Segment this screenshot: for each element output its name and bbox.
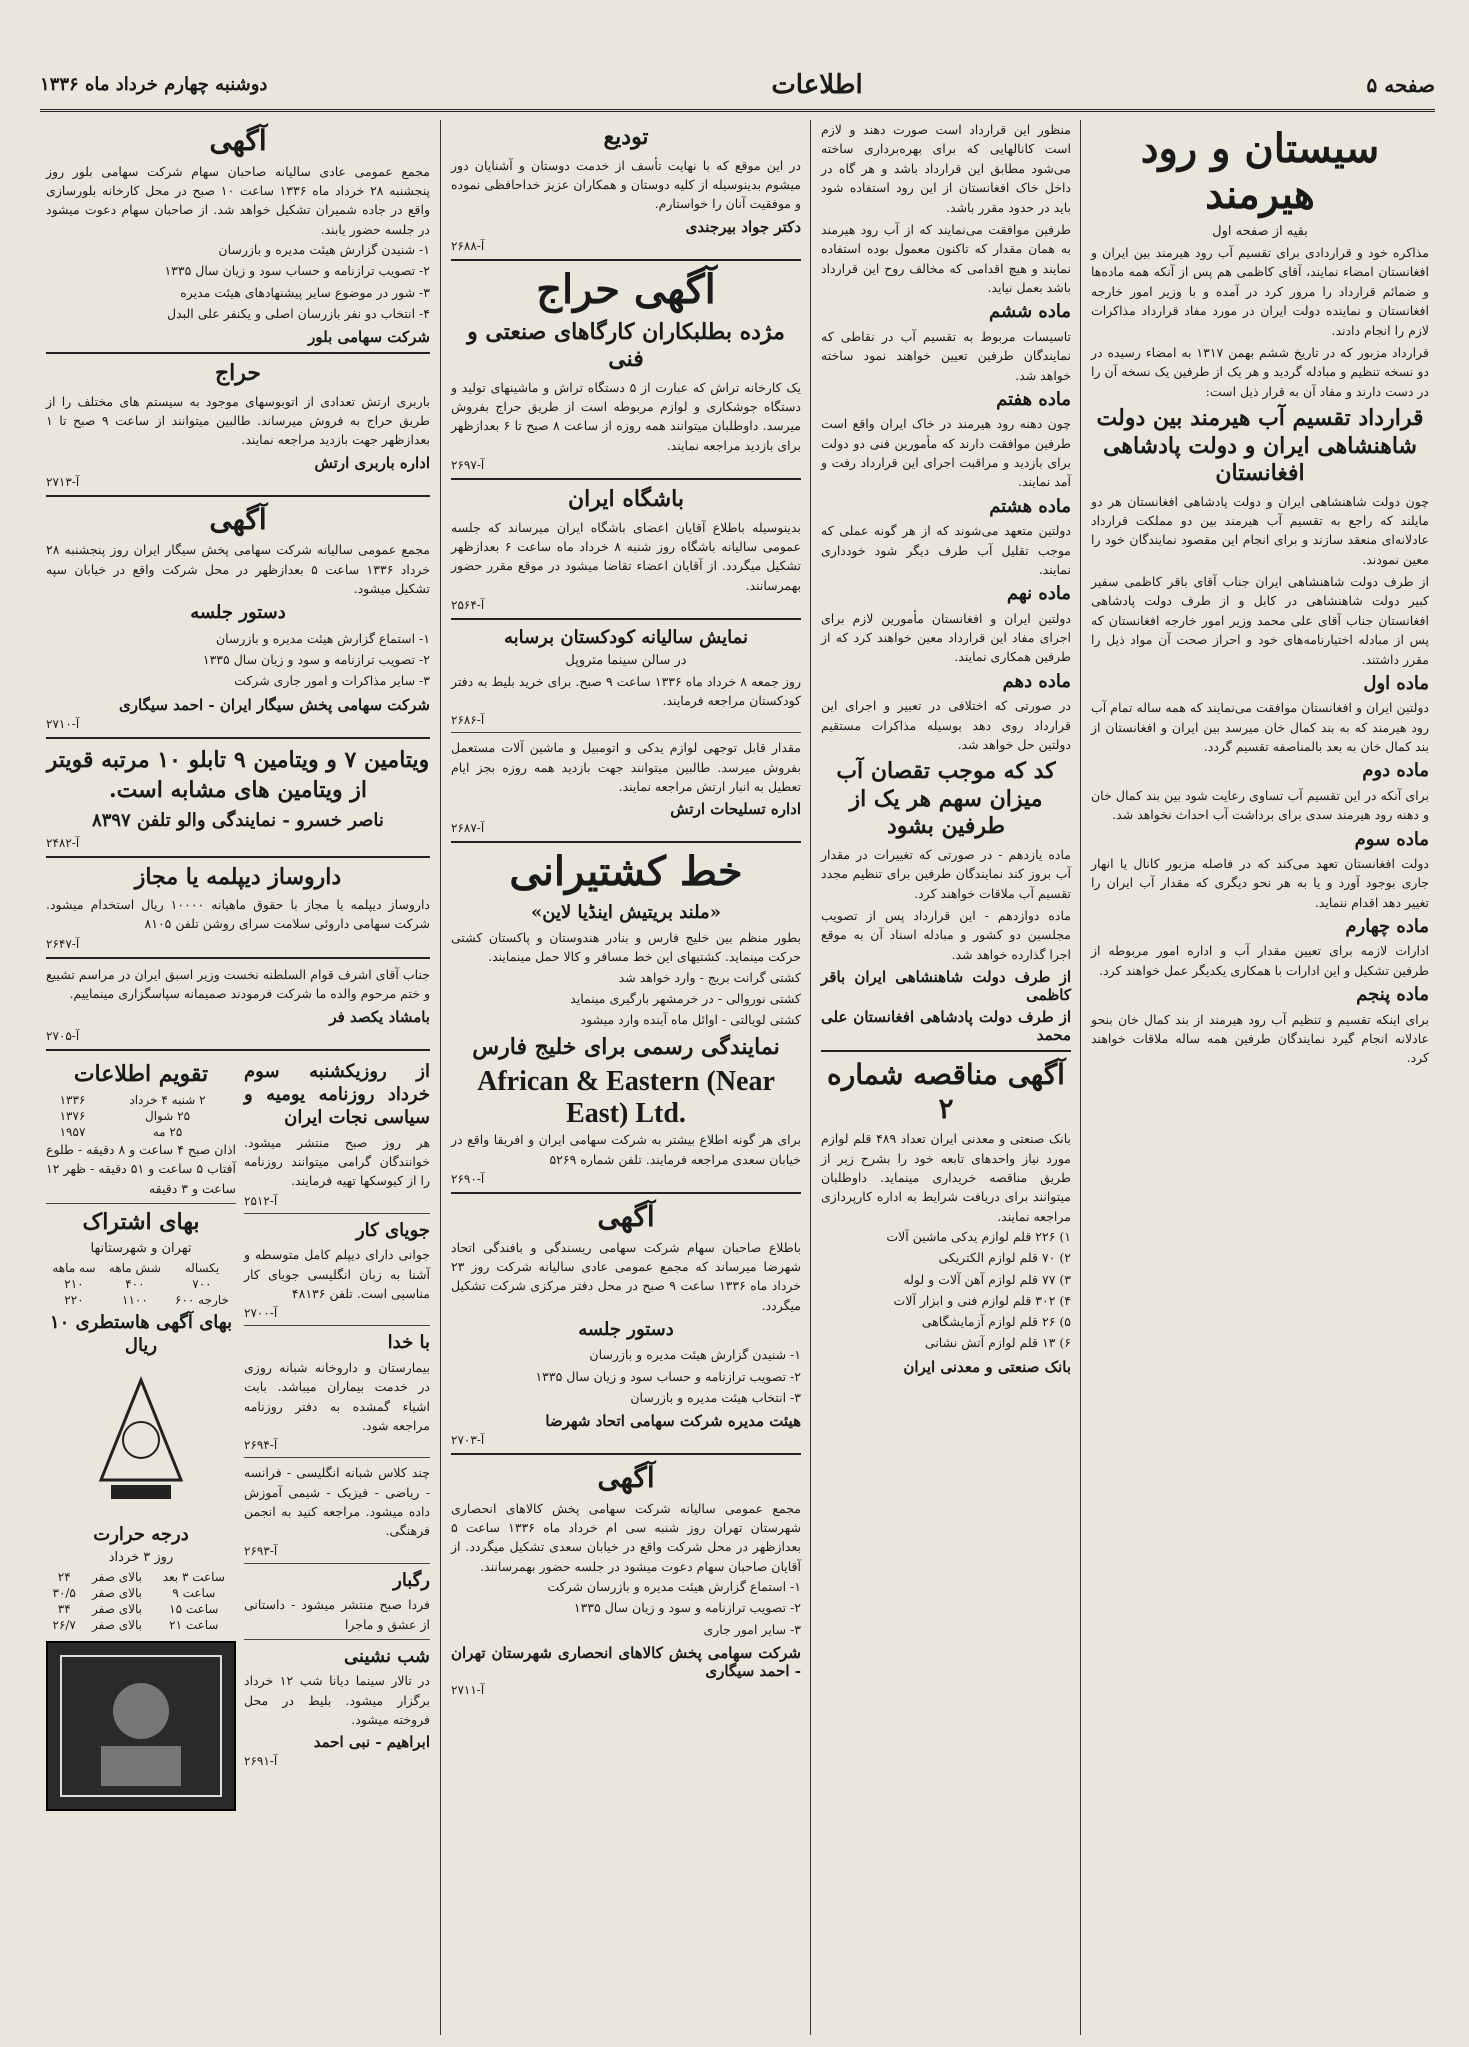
- divider: [244, 1457, 430, 1458]
- divider: [451, 478, 801, 480]
- signature: از طرف دولت شاهنشاهی ایران باقر کاظمی: [821, 968, 1071, 1005]
- divider: [46, 1049, 430, 1051]
- table-cell: ۱۳۳۶: [59, 1093, 86, 1108]
- pharmacist-title: داروساز دیپلمه یا مجاز: [134, 863, 342, 890]
- calendar-times: اذان صبح ۴ ساعت و ۸ دقیقه - طلوع آفتاب ۵ ساعت و ۵۱ دقیقه - ظهر ۱۲ ساعت و ۳ دقیقه: [45, 1142, 236, 1196]
- subscription-title: بهای اشتراک: [82, 1209, 200, 1236]
- signature: بانک صنعتی و معدنی ایران: [903, 1357, 1071, 1376]
- list-item: ۴- انتخاب دو نفر بازرسان اصلی و یکنفر علی البدل: [167, 305, 430, 321]
- hospital-text: بیمارستان و داروخانه شبانه روزی در خدمت بیماران میباشد. بابت اشیاء گمشده به دفتر روزنامه مراجعه شود.: [244, 1359, 430, 1433]
- table-cell: ۲۲۰: [64, 1292, 84, 1307]
- temperature-table: [46, 1569, 236, 1633]
- article-text: ادارات لازمه برای تعیین مقدار آب و اداره امور مربوطه از طرفین تشکیل و این ادارات با همکاری یکدیگر عمل خواهند کرد.: [1091, 943, 1429, 978]
- headline: سیستان و رود هیرمند: [1140, 125, 1380, 218]
- list-item: ۱- استماع گزارش هیئت مدیره و بازرسان: [215, 630, 430, 646]
- list-item: ۲- تصویب ترازنامه و سود و زیان سال ۱۳۳۵: [202, 652, 430, 668]
- article-title: ماده ششم: [989, 301, 1071, 323]
- divider: [821, 1050, 1071, 1052]
- two-column-block: [46, 1057, 430, 1819]
- list-item: ۲- تصویب ترازنامه و حساب سود و زیان سال ۱۳۳۵: [164, 263, 430, 279]
- article-title: ماده سوم: [1354, 828, 1429, 850]
- divider: [451, 618, 801, 620]
- notice-signature: شرکت سهامی پخش کالاهای انحصاری شهرستان تهران - احمد سیگاری: [451, 1643, 801, 1680]
- table-cell: یکساله: [184, 1260, 220, 1275]
- exhibit-subtitle: در سالن سینما متروپل: [565, 652, 687, 668]
- newspaper-title: اطلاعات: [771, 69, 863, 100]
- ad-code: آ-۲۷۱۰: [46, 716, 80, 731]
- ad-text: مجمع عمومی عادی سالیانه صاحبان سهام شرکت سهامی بلور روز پنجشنبه ۲۸ خرداد ماه ۱۳۳۶ ساعت ۱۰ صبح در محل کارخانه بلورسازی واقع در جاده شمیران تشکیل خواهد شد. از صاحبان سهام دعوت میشود در جلسه حضور یابند.: [46, 163, 430, 237]
- thanks-signature: بامشاد یکصد فر: [329, 1007, 430, 1026]
- list-item: ۳) ۷۷ قلم لوازم آهن آلات و لوله: [903, 1271, 1071, 1287]
- night-text: در تالار سینما دیانا شب ۱۲ خرداد برگزار میشود. بلیط در محل فروخته میشود.: [244, 1673, 431, 1728]
- column-ads-center: [445, 120, 807, 2035]
- table-cell: ۲ شنبه ۴ خرداد: [129, 1093, 206, 1108]
- shipping-subtitle: «ملند بریتیش اینڈیا لاین»: [531, 902, 721, 924]
- table-cell: ساعت ۱۵: [169, 1601, 219, 1616]
- signature: از طرف دولت پادشاهی افغانستان علی محمد: [821, 1008, 1071, 1045]
- list-item: ۱) ۲۲۶ قلم لوازم یدکی ماشین آلات: [886, 1229, 1071, 1245]
- list-item: ۱- استماع گزارش هیئت مدیره و بازرسان شرکت: [547, 1579, 801, 1595]
- agenda-list: [451, 1576, 801, 1640]
- tender-text: بانک صنعتی و معدنی ایران تعداد ۴۸۹ قلم لوازم مورد نیاز واحدهای تابعه خود را بشرح زیر از طریق مناقصه خریداری مینماید. داوطلبان میتوانند برای دریافت شرایط به اداره کارپردازی مراجعه نمایند.: [821, 1131, 1071, 1224]
- agenda-list: [451, 1344, 801, 1408]
- article-body: [1091, 243, 1429, 401]
- table-row: [46, 1276, 236, 1292]
- ad-code: آ-۲۶۸۷: [451, 821, 485, 836]
- table-cell: ۴۰۰: [125, 1276, 145, 1291]
- column-treaty-continued: [815, 120, 1077, 2035]
- list-item: ۶) ۱۳ قلم لوازم آتش نشانی: [924, 1335, 1071, 1351]
- article-title: ماده هفتم: [996, 388, 1071, 410]
- list-item: ۴) ۳۰۲ قلم لوازم فنی و ابزار آلات: [893, 1292, 1071, 1308]
- notice-signature: هیئت مدیره شرکت سهامی اتحاد شهرضا: [545, 1412, 801, 1431]
- list-item: کشتی لویالتی - اوائل ماه آینده وارد میشود: [580, 1012, 801, 1028]
- list-item: ۵) ۲۶ قلم لوازم آزمایشگاهی: [921, 1314, 1071, 1330]
- publication-title: از روزیکشنبه سوم خرداد روزنامه یومیه و سیاسی نجات ایران: [244, 1060, 430, 1129]
- classes-text: چند کلاس شبانه انگلیسی - فرانسه - ریاضی - فیزیک - شیمی آموزش داده میشود. مراجعه کنید به انجمن فرهنگی.: [244, 1465, 430, 1539]
- rain-text: فردا صبح منتشر میشود - داستانی از عشق و ماجرا: [244, 1597, 430, 1632]
- army-ad-text: مقدار قابل توجهی لوازم یدکی و اتومبیل و ماشین آلات مستعمل بفروش میرسد. طالبین میتوانند جهت بازدید همه روزه بجز ایام تعطیل به انبار ارتش مراجعه نمایند.: [451, 740, 801, 795]
- agenda-list: [46, 239, 430, 324]
- advertisement-image: [46, 1641, 236, 1811]
- subscription-subtitle: تهران و شهرستانها: [90, 1240, 192, 1256]
- article-text: چون دهنه رود هیرمند در خاک ایران واقع است طرفین موافقت دارند که مأمورین فنی دو دولت برای بازدید و مراقبت اجرای این قرارداد رفت و آمد نمایند.: [821, 416, 1071, 490]
- ad-code: آ-۲۶۴۷: [46, 936, 80, 951]
- divider: [244, 1325, 430, 1326]
- ad-code: آ-۲۶۹۰: [451, 1171, 485, 1186]
- army-ad-signature: اداره تسلیحات ارتش: [670, 800, 801, 819]
- article-title: ماده نهم: [1006, 583, 1071, 605]
- ad-title: آگهی: [209, 502, 267, 536]
- auction-title: آگهی حراج: [536, 265, 716, 313]
- table-cell: شش ماهه: [108, 1260, 161, 1275]
- article-text: برای آنکه در این تقسیم آب تساوی رعایت شود بین بند کمال خان و دهنه رود هیرمند سدی برای برداشت آب احداث نخواهد شد.: [1091, 787, 1429, 823]
- article-text: دولتین ایران و افغانستان مأمورین لازم برای اجرای مفاد این قرارداد معین خواهند کرد که از طرفین همکاری نمایند.: [821, 610, 1071, 665]
- table-cell: ۱۱۰۰: [122, 1292, 148, 1307]
- page-number: صفحه ۵: [1366, 72, 1435, 97]
- list-item: ۲- تصویب ترازنامه و حساب سود و زیان سال ۱۳۳۵: [535, 1368, 801, 1384]
- emblem-icon: [91, 1370, 191, 1510]
- table-row: [46, 1292, 236, 1308]
- auction-text: یک کارخانه تراش که عبارت از ۵ دستگاه تراش و ماشینهای تولید و دستگاه جوشکاری و لوازم مربوطه است از طریق حراج بفروش میرسد. داوطلبان میتوانند همه روزه از ساعت ۸ صبح تا ۶ بعدازظهر برای بازدید مراجعه نمایند.: [451, 379, 801, 453]
- table-row: [46, 1108, 236, 1124]
- job-title: جویای کار: [355, 1219, 430, 1241]
- table-cell: ۲۵ مه: [152, 1125, 183, 1140]
- shipping-text: بطور منظم بین خلیج فارس و بنادر هندوستان و پاکستان کشتی حرکت مینماید. کشتیهای این خط مسافر و کالا حمل مینمایند.: [451, 929, 801, 965]
- article-body: [821, 845, 1071, 964]
- divider: [46, 495, 430, 497]
- ad-code: آ-۲۵۶۴: [451, 598, 485, 613]
- ad-code: آ-۲۶۹۷: [451, 458, 485, 473]
- ad-code: آ-۲۶۸۸: [451, 238, 485, 253]
- column-treaty: [1085, 120, 1435, 2035]
- exhibit-title: نمایش سالیانه کودکستان برسابه: [503, 627, 749, 649]
- article-list: [1091, 672, 1429, 1068]
- boxed-subhead: کد که موجب تقصان آب میزان سهم هر یک از طرفین بشود: [836, 758, 1056, 840]
- column-rule: [1080, 120, 1081, 2035]
- paragraph: طرفین موافقت می‌نمایند که از آب رود هیرمند به همان مقدار که تاکنون معمول بوده استفاده نمایند و هیچ اقدامی که مخالف روح این قرارداد باشد بعمل نیاید.: [821, 221, 1071, 295]
- agenda-title: دستور جلسه: [190, 602, 286, 624]
- agenda-title: دستور جلسه: [578, 1319, 674, 1340]
- club-title: باشگاه ایران: [568, 486, 684, 513]
- notice-text: باطلاع صاحبان سهام شرکت سهامی ریسندگی و بافندگی اتحاد شهرضا میرساند که مجمع عمومی عادی سالیانه شرکت روز ۲۳ خرداد ماه ۱۳۳۶ ساعت ۹ صبح در محل دفتر مرکزی شرکت تشکیل میگردد.: [451, 1239, 802, 1313]
- temperature-subtitle: روز ۳ خرداد: [108, 1549, 174, 1565]
- table-row: [46, 1569, 236, 1585]
- column-rule: [810, 120, 811, 2035]
- table-cell: ۳۴: [57, 1601, 71, 1616]
- shipping-title: خط کشتیرانی: [509, 848, 743, 896]
- divider: [451, 732, 801, 733]
- thanks-text: جناب آقای اشرف قوام السلطنه نخست وزیر اسبق ایران در مراسم تشییع و ختم مرحوم والده ما شرکت فرمودند صمیمانه سپاسگزاری مینماییم.: [46, 966, 430, 1002]
- auction-signature: اداره باربری ارتش: [314, 453, 430, 472]
- auction-text: باربری ارتش تعدادی از اتوبوسهای موجود به سیستم های مختلف را از طریق حراج به فروش میرساند. طالبین میتوانند از ساعت ۹ صبح تا ۱ بعدازظهر جهت بازدید مراجعه نمایند.: [46, 393, 430, 448]
- ad-signature: شرکت سهامی بلور: [308, 328, 430, 347]
- table-row: [46, 1601, 236, 1617]
- article-body: [821, 120, 1071, 297]
- ad-price: بهای آگهی هاستطری ۱۰ ریال: [49, 1311, 233, 1357]
- calendar-table: [46, 1092, 236, 1140]
- subscription-table: [46, 1260, 236, 1308]
- vitamin-agent: ناصر خسرو - نمایندگی والو تلفن ۸۳۹۷: [92, 810, 384, 832]
- table-cell: سه ماهه: [52, 1260, 96, 1275]
- notice-text: مجمع عمومی سالیانه شرکت سهامی پخش کالاهای انحصاری شهرستان تهران روز شنبه سی ام خرداد ماه ۱۳۳۶ ساعت ۵ بعدازظهر در محل شرکت واقع در خیابان سعدی تشکیل میگردد. از آقایان صاحبان سهام دعوت میشود در جلسه حضور بهمرسانند.: [451, 1500, 801, 1574]
- ad-text: مجمع عمومی سالیانه شرکت سهامی پخش سیگار ایران روز پنجشنبه ۲۸ خرداد ۱۳۳۶ ساعت ۵ بعدازظهر در محل شرکت واقع در خیابان سپه تشکیل میشود.: [46, 542, 431, 597]
- table-cell: بالای صفر: [92, 1601, 142, 1616]
- table-cell: ۲۵ شوال: [145, 1109, 191, 1124]
- article-title: ماده پنجم: [1356, 984, 1429, 1006]
- ad-code: آ-۲۵۱۲: [244, 1193, 278, 1208]
- table-row: [46, 1617, 236, 1633]
- divider: [46, 1203, 236, 1204]
- table-row: [46, 1260, 236, 1276]
- list-item: ۲- تصویب ترازنامه و سود و زیان سال ۱۳۳۵: [573, 1600, 801, 1616]
- night-signature: ابراهیم - نبی احمد: [313, 1733, 430, 1752]
- list-item: ۳- انتخاب هیئت مدیره و بازرسان: [630, 1389, 801, 1405]
- table-cell: بالای صفر: [92, 1585, 142, 1600]
- table-cell: ساعت ۹: [172, 1585, 216, 1600]
- tender-title: آگهی مناقصه شماره ۲: [827, 1058, 1065, 1125]
- notice-title: آگهی: [597, 1199, 655, 1233]
- article-list: [821, 300, 1071, 754]
- article-text: دولت افغانستان تعهد می‌کند که در فاصله مزبور کانال یا انهار جاری بوجود آورد و یا به هر نحو دیگری که مقدار آب ایران را تغییر دهد اقدام ننماید.: [1091, 855, 1429, 910]
- paragraph: ماده یازدهم - در صورتی که تغییرات در مقدار آب بروز کند نمایندگان طرفین برای تنظیم مجدد تقسیم آب ملاقات خواهند کرد.: [821, 846, 1071, 901]
- rain-title: رگبار: [393, 1569, 430, 1591]
- ad-signature: شرکت سهامی پخش سیگار ایران - احمد سیگاری: [119, 695, 430, 714]
- list-item: کشتی گرانت بریج - وارد خواهد شد: [618, 969, 801, 985]
- list-item: ۲) ۷۰ قلم لوازم الکتریکی: [938, 1250, 1071, 1266]
- column-rule: [440, 120, 441, 2035]
- article-title: ماده چهارم: [1345, 916, 1429, 938]
- masthead: [40, 60, 1435, 112]
- pharmacist-text: داروساز دیپلمه یا مجاز با حقوق ماهیانه ۱۰۰۰۰ ریال استخدام میشود. شرکت سهامی داروئی سلامت سرای روشن تلفن ۸۱۰۵: [46, 897, 430, 932]
- list-item: ۱- شنیدن گزارش هیئت مدیره و بازرسان: [218, 242, 430, 258]
- continued-note: بقیه از صفحه اول: [1212, 224, 1308, 239]
- farewell-title: تودیع: [603, 124, 649, 150]
- article-text: تاسیسات مربوط به تقسیم آب در نقاطی که نمایندگان طرفین تعیین خواهند نمود ساخته خواهد شد.: [821, 328, 1071, 383]
- list-item: ۱- شنیدن گزارش هیئت مدیره و بازرسان: [589, 1347, 801, 1363]
- table-row: [46, 1585, 236, 1601]
- article-title: ماده دهم: [1002, 670, 1071, 692]
- agenda-list: [46, 628, 430, 692]
- ad-code: آ-۲۷۰۵: [46, 1028, 80, 1043]
- divider: [244, 1563, 430, 1564]
- paragraph: چون دولت شاهنشاهی ایران و دولت پادشاهی افغانستان هر دو مایلند که راجع به تقسیم آب هیرمند بین دو مملکت قرارداد عادلانه‌ای منعقد سازند و برای انجام این مقصود نمایندگان خود را معین نمودند.: [1091, 493, 1429, 567]
- ad-code: آ-۲۷۱۱: [451, 1682, 485, 1697]
- table-row: [46, 1124, 236, 1140]
- divider: [451, 1192, 801, 1194]
- paragraph: ماده دوازدهم - این قرارداد پس از تصویب مجلسین دو کشور و مبادله اسناد آن به موقع اجرا گذارده خواهد شد.: [821, 907, 1071, 962]
- farewell-signature: دکتر جواد بیرجندی: [685, 217, 801, 236]
- shipping-list: [451, 967, 801, 1031]
- article-text: دولتین ایران و افغانستان موافقت می‌نمایند که همه ساله تمام آب رود هیرمند که به بند کمال خان میرسد بین ایران و افغانستان از بند کمال خان به بعد بالمناصفه تقسیم گردد.: [1091, 700, 1429, 755]
- divider: [46, 957, 430, 959]
- article-title: ماده دوم: [1362, 760, 1429, 782]
- job-text: جوانی دارای دیپلم کامل متوسطه و آشنا به زبان انگلیسی جویای کار مناسبی است. تلفن ۴۸۱۳۶: [244, 1247, 430, 1301]
- agent-title: نمایندگی رسمی برای خلیج فارس: [472, 1034, 780, 1061]
- table-cell: خارجه ۶۰۰: [175, 1292, 229, 1307]
- ad-code: آ-۲۶۸۶: [451, 713, 485, 728]
- divider: [46, 737, 430, 739]
- ad-code: آ-۲۶۹۱: [244, 1754, 278, 1769]
- divider: [244, 1639, 430, 1640]
- column-ads-left: [40, 120, 436, 2035]
- table-cell: بالای صفر: [92, 1617, 142, 1632]
- right-subcolumn: [244, 1057, 430, 1819]
- ad-title: آگهی: [209, 124, 267, 157]
- paragraph: منظور این قرارداد است صورت دهند و لازم است کانالهایی که برای بهره‌برداری ساخته می‌شود مطابق این قرارداد باشد و هر گاه در داخل خاک افغانستان از این رود استفاده شود باید در حدود مقرر باشد.: [821, 122, 1071, 215]
- divider: [46, 856, 430, 858]
- table-cell: ۲۴: [57, 1569, 71, 1584]
- notice-title: آگهی: [597, 1461, 655, 1495]
- agent-company: African & Eastern (Near East) Ltd.: [477, 1065, 775, 1129]
- table-cell: بالای صفر: [92, 1569, 142, 1584]
- table-cell: ساعت ۳ بعد: [162, 1569, 225, 1584]
- article-title: ماده هشتم: [989, 495, 1071, 517]
- divider: [46, 352, 430, 354]
- table-cell: ۳۰/۵: [52, 1585, 76, 1600]
- farewell-text: در این موقع که با نهایت تأسف از خدمت دوستان و آشنایان دور میشوم بدینوسیله از کلیه دوستان و همکاران عزیز خداحافظی نموده و موفقیت آنان را خواستارم.: [451, 157, 801, 212]
- ad-code: آ-۲۷۰۳: [451, 1433, 485, 1448]
- ad-code: آ-۲۶۹۳: [244, 1543, 278, 1558]
- issue-date: دوشنبه چهارم خرداد ماه ۱۳۳۶: [40, 74, 268, 95]
- table-cell: ۷۰۰: [192, 1276, 212, 1291]
- ad-code: آ-۲۷۱۳: [46, 474, 80, 489]
- table-cell: ۱۳۷۶: [59, 1109, 86, 1124]
- divider: [451, 259, 801, 261]
- agent-text: برای هر گونه اطلاع بیشتر به شرکت سهامی ایران و افریقا واقع در خیابان سعدی مراجعه فرمایند. تلفن شماره ۵۲۶۹: [451, 1132, 801, 1167]
- article-title: ماده اول: [1363, 672, 1429, 694]
- list-item: کشتی نوروالی - در خرمشهر بارگیری مینماید: [570, 990, 801, 1006]
- table-cell: ۲۱۰: [64, 1276, 84, 1291]
- ad-code: آ-۲۴۸۲: [46, 835, 80, 850]
- auction-title: حراج: [214, 360, 262, 387]
- temperature-title: درجه حرارت: [93, 1524, 189, 1546]
- exhibit-text: روز جمعه ۸ خرداد ماه ۱۳۳۶ ساعت ۹ صبح. برای خرید بلیط به دفتر کودکستان مراجعه فرمایند.: [451, 673, 801, 708]
- night-title: شب نشینی: [344, 1645, 430, 1667]
- ad-code: آ-۲۶۹۴: [244, 1438, 278, 1453]
- article-text: برای اینکه تقسیم و تنظیم آب رود هیرمند از بند کمال خان بنحو عادلانه انجام گیرد نمایندگان طرفین همه ساله ملاقات خواهند کرد.: [1091, 1011, 1429, 1066]
- tender-items: [821, 1226, 1071, 1354]
- divider: [244, 1213, 430, 1214]
- ad-code: آ-۲۷۰۰: [244, 1306, 278, 1321]
- paragraph: مذاکره خود و قراردادی برای تقسیم آب رود هیرمند بین ایران و افغانستان امضاء نمایند، آقای کاظمی هم پس از آنکه همه ماده‌ها و ضمائم قرارداد را مرور کرد در آمده و با وزیر امور خارجه افغانستان و نماینده دولت ایران در مورد مفاد قرارداد مذاکرات لازم را انجام دادند.: [1091, 245, 1429, 338]
- article-text: در صورتی که اختلافی در تعبیر و اجرای این قرارداد روی دهد بوسیله مذاکرات مستقیم دولتین حل خواهد شد.: [821, 698, 1071, 752]
- list-item: ۳- سایر امور جاری: [703, 1621, 801, 1637]
- list-item: ۳- سایر مذاکرات و امور جاری شرکت: [234, 673, 430, 689]
- left-subcolumn: [46, 1057, 236, 1819]
- hospital-title: با خدا: [387, 1332, 430, 1354]
- auction-subtitle: مژده بطلبکاران کارگاهای صنعتی و فنی: [467, 318, 785, 373]
- emblem-image: [86, 1365, 196, 1515]
- list-item: ۳- شور در موضوع سایر پیشنهادهای هیئت مدیره: [180, 284, 430, 300]
- club-text: بدینوسیله باطلاع آقایان اعضای باشگاه ایران میرساند که جلسه عمومی سالیانه باشگاه روز شنبه ۸ خرداد ماه ساعت ۶ بعدازظهر تشکیل میگردد. از آقایان اعضاء تقاضا میشود در موقع مقرر حضور بهمرسانند.: [451, 519, 801, 593]
- paragraph: قرارداد مزبور که در تاریخ ششم بهمن ۱۳۱۷ به امضاء رسیده در دو نسخه تنظیم و مبادله گردید و هر یک از طرفین یک نسخه آن را در دست دارند و مفاد آن به قرار ذیل است:: [1091, 344, 1430, 399]
- paragraph: از طرف دولت شاهنشاهی ایران جناب آقای باقر کاظمی سفیر کبیر دولت شاهنشاهی در کابل و از طرف دولت پادشاهی افغانستان جناب آقای علی محمد وزیر امور خارجه افغانستان که پس از مبادله اختیارنامه‌های خود و احراز صحت آن مواد ذیل را مقرر داشتند.: [1091, 574, 1429, 667]
- divider: [451, 1453, 801, 1455]
- table-cell: ۲۶/۷: [52, 1617, 76, 1632]
- decorative-portrait-icon: [56, 1651, 226, 1801]
- article-body: [1091, 492, 1429, 669]
- publication-text: هر روز صبح منتشر میشود. خوانندگان گرامی میتوانند روزنامه را از کیوسکها تهیه فرمایند.: [244, 1134, 430, 1189]
- article-text: دولتین متعهد می‌شوند که از هر گونه عملی که موجب تقلیل آب طرف دیگر شود خودداری نمایند.: [821, 523, 1071, 577]
- calendar-title: تقویم اطلاعات: [73, 1060, 209, 1087]
- divider: [451, 841, 801, 843]
- table-row: [46, 1092, 236, 1108]
- table-cell: ساعت ۲۱: [169, 1617, 219, 1632]
- table-cell: ۱۹۵۷: [59, 1125, 86, 1140]
- vitamin-ad: ویتامین ۷ و ویتامین ۹ تابلو ۱۰ مرتبه قویتر از ویتامین های مشابه است.: [46, 746, 430, 804]
- section-title: قرارداد تقسیم آب هیرمند بین دولت شاهنشاهی ایران و دولت پادشاهی افغانستان: [1096, 405, 1424, 486]
